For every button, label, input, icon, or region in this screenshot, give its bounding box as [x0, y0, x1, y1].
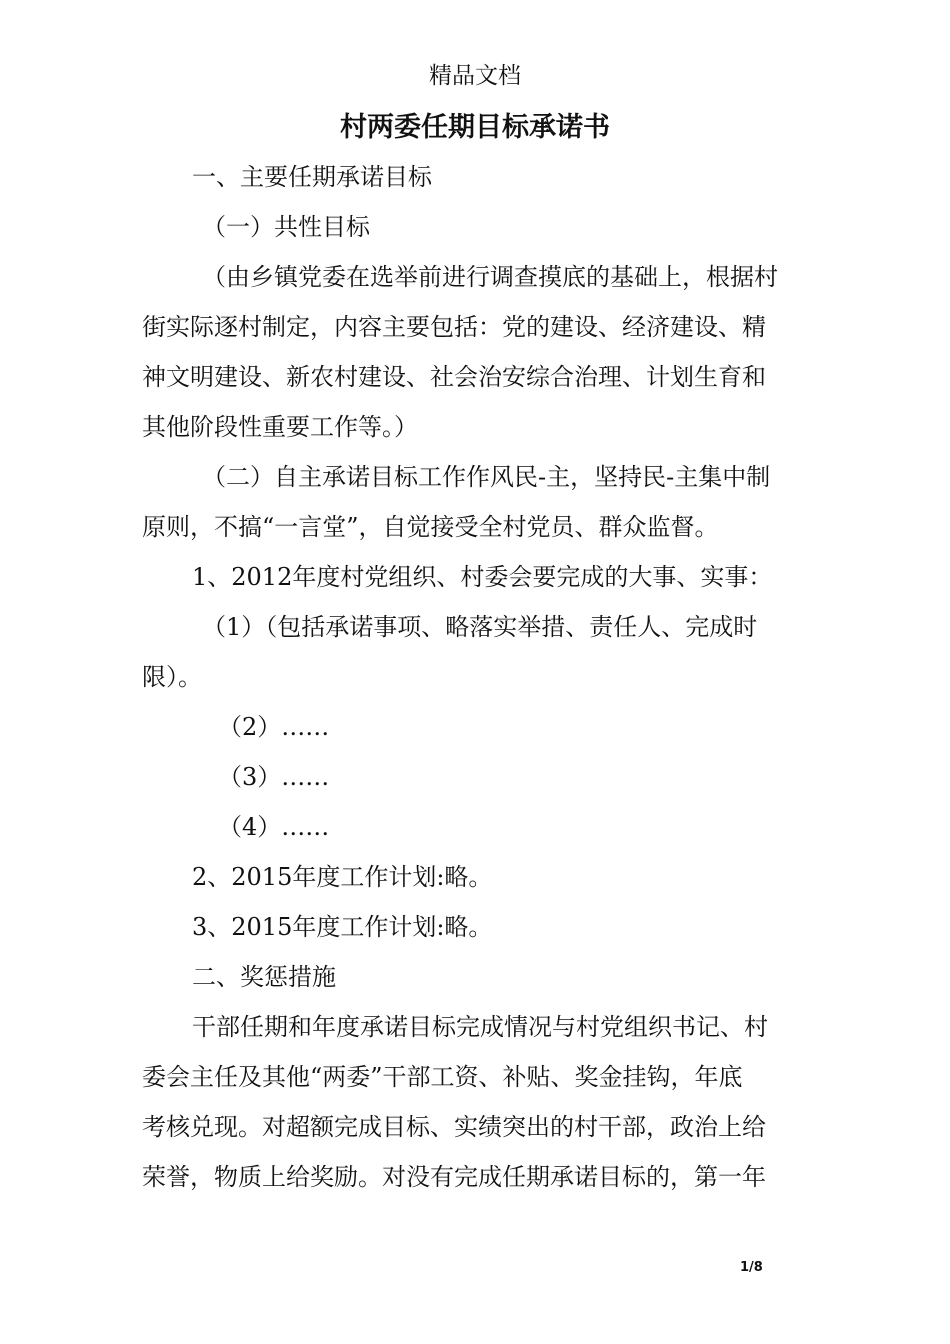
section-heading: 一、主要任期承诺目标 [192, 163, 432, 191]
paragraph-line: 考核兑现。对超额完成目标、实绩突出的村干部，政治上给 [142, 1113, 766, 1141]
paragraph-line: 干部任期和年度承诺目标完成情况与村党组织书记、村 [192, 1013, 768, 1041]
document-body [142, 152, 808, 1202]
list-item: （1）（包括承诺事项、略落实举措、责任人、完成时 [202, 613, 758, 641]
paragraph-line: （由乡镇党委在选举前进行调查摸底的基础上，根据村 [202, 263, 778, 291]
paragraph-line: 荣誉，物质上给奖励。对没有完成任期承诺目标的，第一年 [142, 1163, 766, 1191]
paragraph-line: 委会主任及其他“两委”干部工资、补贴、奖金挂钩，年底 [142, 1063, 743, 1091]
subsection-heading: （一）共性目标 [202, 213, 370, 241]
list-item: 1、2012年度村党组织、村委会要完成的大事、实事： [192, 563, 773, 591]
list-item: （2）…… [218, 713, 330, 741]
paragraph-line: 限）。 [142, 663, 202, 691]
list-item: （4）…… [218, 813, 330, 841]
paragraph-line: 原则，不搞“一言堂”，自觉接受全村党员、群众监督。 [142, 513, 719, 541]
page-header: 精品文档 [429, 63, 521, 89]
list-item: 2、2015年度工作计划:略。 [192, 863, 493, 891]
paragraph-line: 其他阶段性重要工作等。） [142, 413, 418, 441]
document-title: 村两委任期目标承诺书 [340, 112, 610, 143]
page-number: 1/8 [740, 1260, 763, 1275]
paragraph-line: 街实际逐村制定，内容主要包括：党的建设、经济建设、精 [142, 313, 766, 341]
paragraph-line: （二）自主承诺目标工作作风民-主，坚持民-主集中制 [202, 463, 771, 491]
section-heading: 二、奖惩措施 [192, 963, 336, 991]
list-item: 3、2015年度工作计划:略。 [192, 913, 493, 941]
list-item: （3）…… [218, 763, 330, 791]
paragraph-line: 神文明建设、新农村建设、社会治安综合治理、计划生育和 [142, 363, 766, 391]
